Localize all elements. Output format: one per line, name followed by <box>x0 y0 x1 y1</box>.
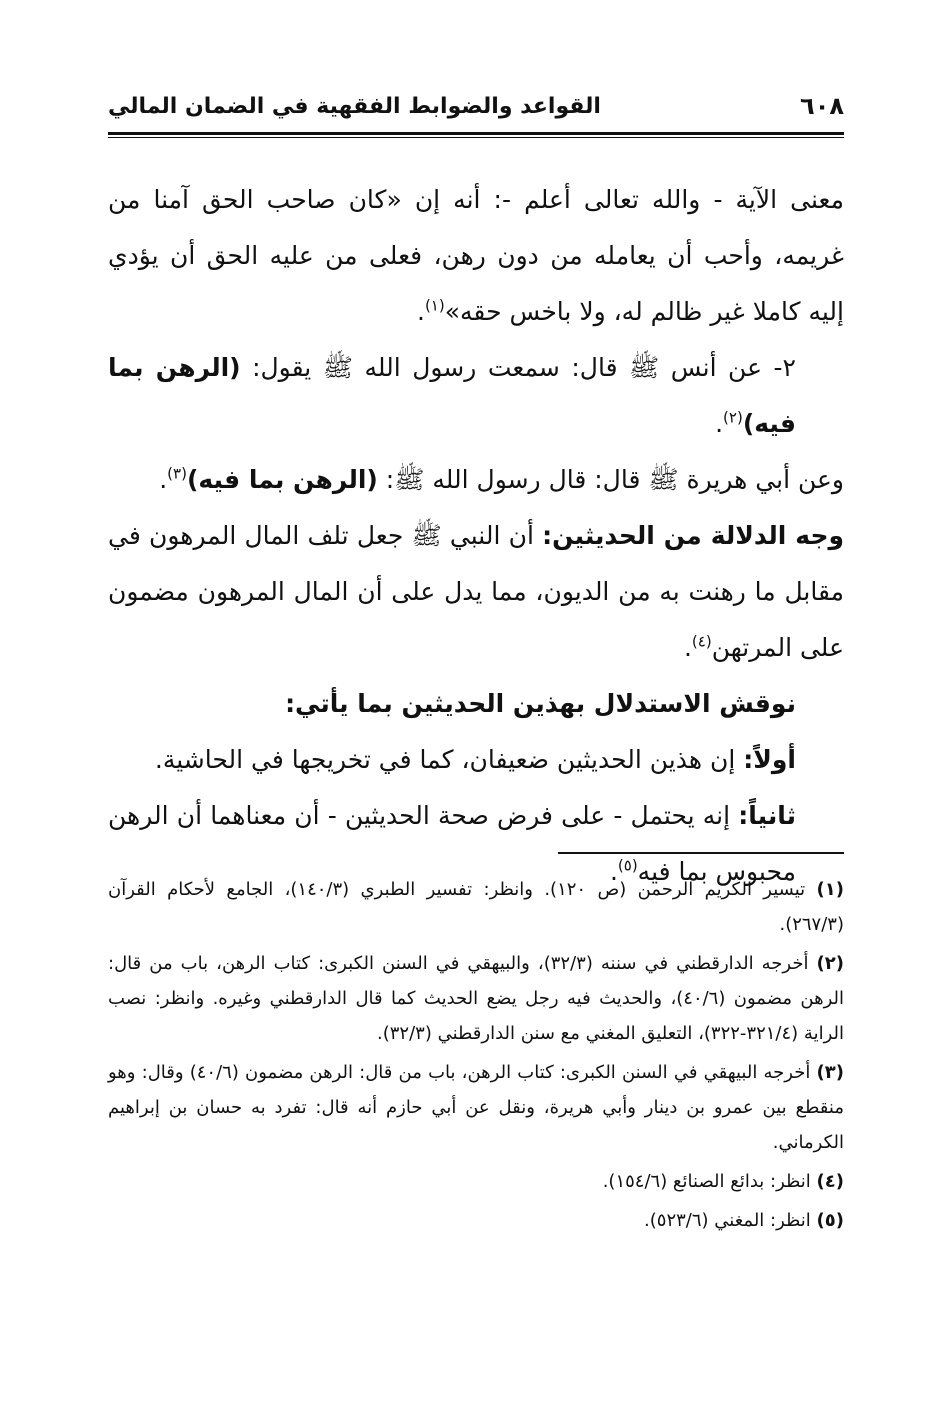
paragraph-objection-heading: نوقش الاستدلال بهذين الحديثين بما يأتي: <box>285 689 796 718</box>
header-rule <box>108 132 844 135</box>
paragraph-first-objection <box>108 732 844 788</box>
footnote-4 <box>108 1164 844 1199</box>
footnote-3 <box>108 1055 844 1160</box>
paragraph-second-objection: ثانياً: إنه يحتمل - على فرض صحة الحديثين - أن معناهما أن الرهن محبوس بما فيه$^{(٥)}$. <box>108 801 796 886</box>
footnote-separator <box>558 852 844 854</box>
footnote-1 <box>108 872 844 942</box>
footnote-ref: (٣) <box>167 464 187 483</box>
footnote-ref: (٥) <box>617 856 638 875</box>
footnote-text: انظر: المغني (٥٢٣/٦). <box>644 1210 811 1231</box>
hadith-quote: (الرهن بما فيه) <box>186 465 378 494</box>
page-header <box>108 92 844 130</box>
footnote-text: أخرجه الدارقطني في سننه (٣٢/٣)، والبيهقي في السنن الكبرى: كتاب الرهن، باب من قال: الرهن مضمون (٤٠/٦)، والحديث فيه رجل يضع الحديث كما قال الدارقطني وغيره. وانظر: نصب الراية (٣٢١/٤-٣٢٢)، التعليق المغني مع سنن الدارقطني (٣٢/٣). <box>108 953 844 1044</box>
footnote-text: تيسير الكريم الرحمن (ص ١٢٠). وانظر: تفسير الطبري (١٤٠/٣)، الجامع لأحكام القرآن (٢٦٧/٣). <box>108 879 844 935</box>
paragraph-text: إنه يحتمل - على فرض صحة الحديثين - أن معناهما أن الرهن محبوس بما فيه <box>108 801 796 886</box>
footnote-ref: (١) <box>424 296 445 315</box>
paragraph-hadith-abu-hurayra: وعن أبي هريرة ﷺ قال: قال رسول الله ﷺ: (الرهن بما فيه)$^{(٣)}$. <box>159 464 844 494</box>
page-number: ٦٠٨ <box>800 92 844 120</box>
header-rule-thin <box>108 137 844 138</box>
paragraph-label: أولاً: <box>743 745 796 774</box>
running-title: القواعد والضوابط الفقهية في الضمان المالي <box>108 94 601 119</box>
paragraph-evidence: وجه الدلالة من الحديثين: أن النبي ﷺ جعل تلف المال المرهون في مقابل ما رهنت به من الديون، مما يدل على أن المال المرهون مضمون على المرتهن$^{(٤)}$. <box>108 521 845 662</box>
paragraph-text: ٢- عن أنس ﷺ قال: سمعت رسول الله ﷺ يقول: <box>240 353 796 382</box>
footnote-text: أخرجه البيهقي في السنن الكبرى: كتاب الرهن، باب من قال: الرهن مضمون (٤٠/٦) وقال: وهو منقطع بين عمرو بن دينار وأبي هريرة، ونقل عن أبي حازم أنه قال: تفرد به حسان بن إبراهيم الكرماني. <box>108 1062 844 1153</box>
main-text <box>108 172 844 900</box>
footnote-5 <box>108 1203 844 1238</box>
footnote-ref: (٤) <box>691 632 712 651</box>
footnote-number: (٤) <box>816 1171 844 1192</box>
paragraph-label: وجه الدلالة من الحديثين: <box>542 521 845 550</box>
paragraph-text: أن النبي ﷺ جعل تلف المال المرهون في مقابل ما رهنت به من الديون، مما يدل على أن المال المرهون مضمون على المرتهن <box>108 521 844 662</box>
footnote-2 <box>108 946 844 1051</box>
paragraph-verse-meaning: معنى الآية - والله تعالى أعلم -: أنه إن «كان صاحب الحق آمنا من غريمه، وأحب أن يعامله من دون رهن، فعلى من عليه الحق أن يؤدي إليه كاملا غير ظالم له، ولا باخس حقه»$^{(١)}$. <box>108 185 844 326</box>
footnote-text: انظر: بدائع الصنائع (١٥٤/٦). <box>602 1171 811 1192</box>
paragraph-text: وعن أبي هريرة ﷺ قال: قال رسول الله ﷺ: <box>377 465 844 494</box>
footnote-number: (٣) <box>816 1062 844 1083</box>
paragraph-label: ثانياً: <box>738 801 796 830</box>
paragraph-text: معنى الآية - والله تعالى أعلم -: أنه إن «كان صاحب الحق آمنا من غريمه، وأحب أن يعامله من دون رهن، فعلى من عليه الحق أن يؤدي إليه كاملا غير ظالم له، ولا باخس حقه» <box>108 185 844 326</box>
footnote-ref: (٢) <box>723 408 743 427</box>
footnote-number: (١) <box>816 879 844 900</box>
footnote-number: (٥) <box>816 1210 844 1231</box>
footnote-number: (٢) <box>816 953 844 974</box>
paragraph-hadith-anas: ٢- عن أنس ﷺ قال: سمعت رسول الله ﷺ يقول: (الرهن بما فيه)$^{(٢)}$. <box>108 353 796 438</box>
footnotes <box>108 872 844 1242</box>
hadith-quote: (الرهن بما فيه) <box>108 353 796 438</box>
paragraph-text: إن هذين الحديثين ضعيفان، كما في تخريجها في الحاشية. <box>154 745 744 774</box>
